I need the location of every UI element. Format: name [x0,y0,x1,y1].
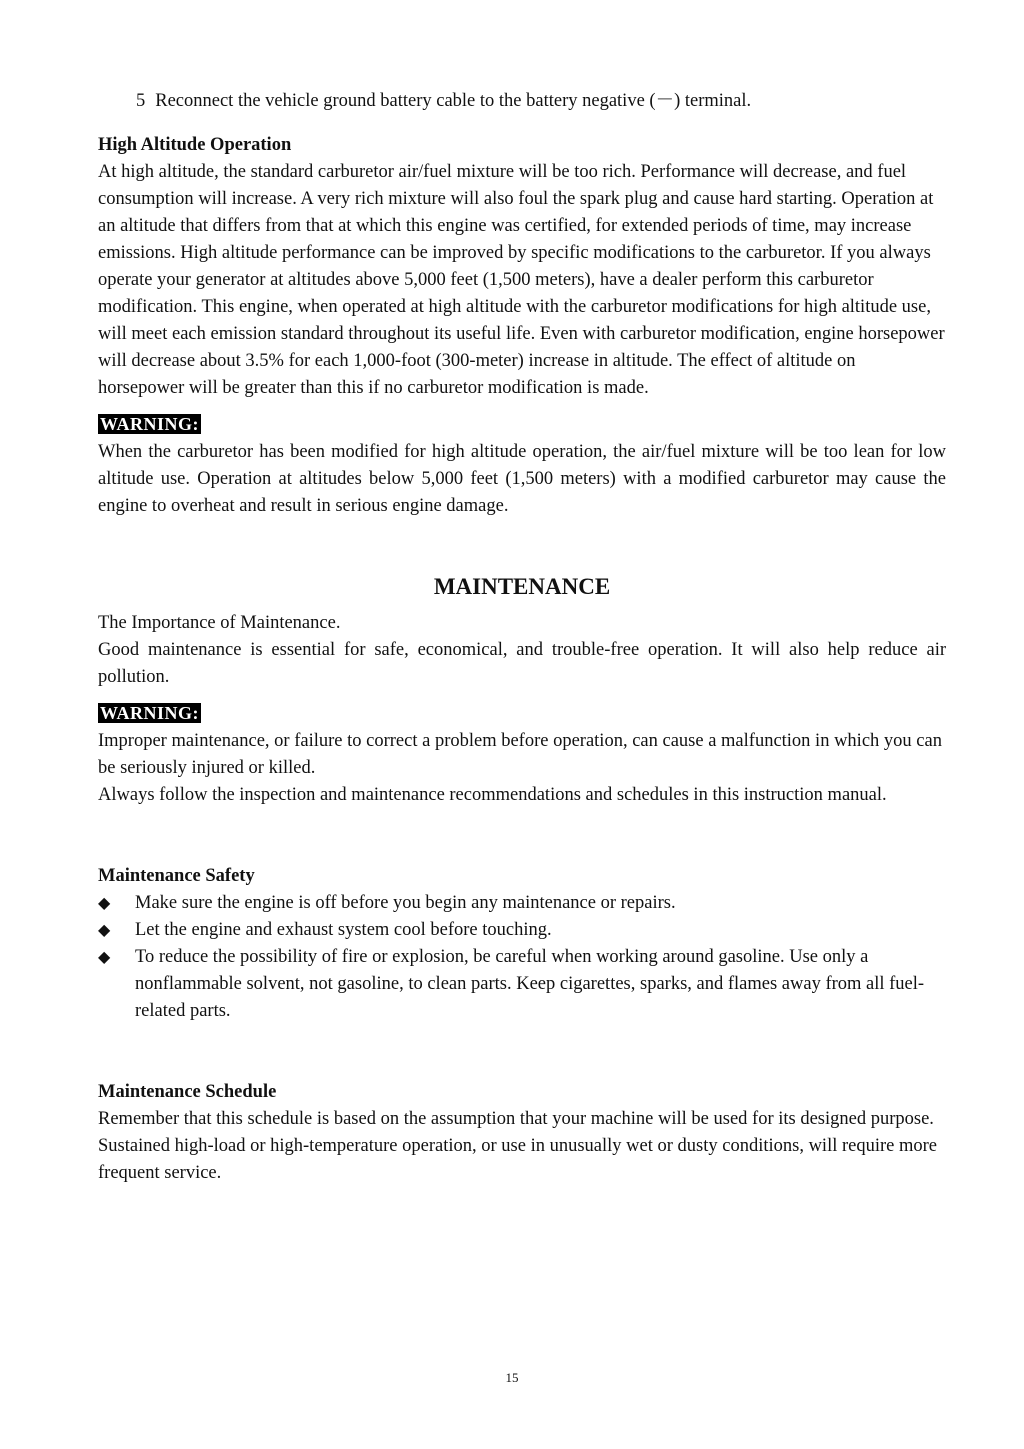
diamond-bullet-icon: ◆ [98,895,111,912]
high-altitude-body: At high altitude, the standard carburetor air/fuel mixture will be too rich. Performance will decrease, and fuel consumption will increase. A very rich mixture will also foul the spark plug and cause hard starting. Operation at an altitude that differs from that at which this engine was certified, for extended periods of time, may increase emissions. High altitude performance can be improved by specific modifications to the carburetor. If you always operate your generator at altitudes above 5,000 feet (1,500 meters), have a dealer perform this carburetor modification. This engine, when operated at high altitude with the carburetor modifications for high altitude use, will meet each emission standard throughout its useful life. Even with carburetor modification, engine horsepower will decrease about 3.5% for each 1,000-foot (300-meter) increase in altitude. The effect of altitude on horsepower will be greater than this if no carburetor modification is made. [98,162,945,398]
spacer [98,809,946,863]
diamond-bullet-icon: ◆ [98,949,111,966]
warning-label: WARNING: [100,703,200,723]
warning-label: WARNING: [100,414,200,434]
document-page [98,88,946,1187]
maintenance-schedule-body: Remember that this schedule is based on the assumption that your machine will be used for its designed purpose. Sustained high-load or high-temperature operation, or use in unusually wet or dusty conditions, will require more frequent service. [98,1109,937,1183]
list-item-text: Make sure the engine is off before you begin any maintenance or repairs. [135,893,676,913]
maintenance-safety-list [98,890,946,1025]
page-number: 15 [505,1370,519,1385]
step-text: Reconnect the vehicle ground battery cable to the battery negative (－) terminal. [155,91,752,111]
list-item-text: To reduce the possibility of fire or explosion, be careful when working around gasoline. Use only a nonflammable solvent, not gasoline, to clean parts. Keep cigarettes, sparks, and flames away from all fuel-related parts. [135,947,925,1021]
high-altitude-warning-text: When the carburetor has been modified for high altitude operation, the air/fuel mixture will be too lean for low altitude use. Operation at altitudes below 5,000 feet (1,500 meters) with a modified carburetor may cause the engine to overheat and result in serious engine damage. [98,442,946,516]
list-item [98,890,946,917]
importance-text: Good maintenance is essential for safe, economical, and trouble-free operation. It will also help reduce air pollution. [98,640,946,687]
step-5 [98,88,946,115]
maintenance-schedule-heading: Maintenance Schedule [98,1082,277,1102]
list-item [98,944,946,1025]
maintenance-title: MAINTENANCE [433,574,611,599]
step-number: 5 [136,91,146,111]
list-item-text: Let the engine and exhaust system cool before touching. [135,920,552,940]
maintenance-warning-text-1: Improper maintenance, or failure to correct a problem before operation, can cause a malfunction in which you can be seriously injured or killed. [98,731,942,778]
maintenance-safety-heading: Maintenance Safety [98,866,255,886]
high-altitude-heading: High Altitude Operation [98,135,292,155]
maintenance-warning-text-2: Always follow the inspection and maintenance recommendations and schedules in this instruction manual. [98,785,887,805]
list-item [98,917,946,944]
diamond-bullet-icon: ◆ [98,922,111,939]
importance-title: The Importance of Maintenance. [98,613,341,633]
spacer [98,1025,946,1079]
